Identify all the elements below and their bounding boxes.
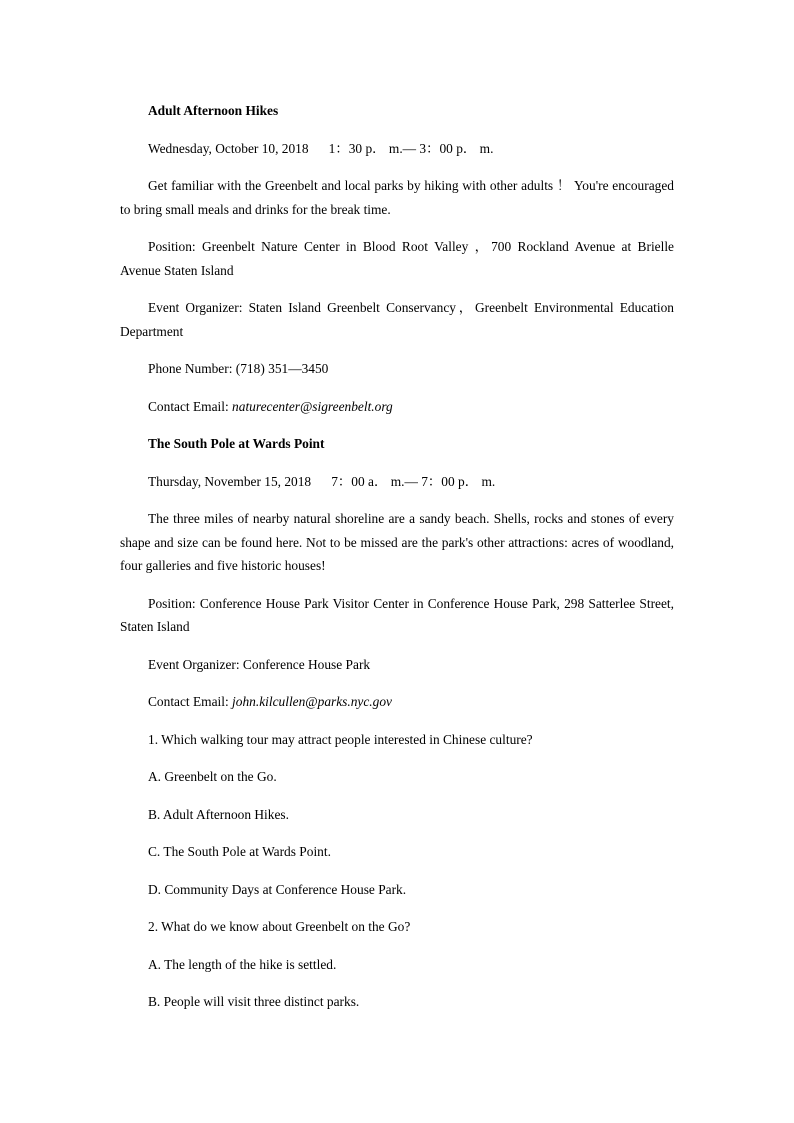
event2-datetime: Thursday, November 15, 2018 7：00 a． m.— 7：00 p． m. <box>148 473 496 489</box>
question-2-stem: 2. What do we know about Greenbelt on the Go? <box>148 919 411 934</box>
question-1-option-c: C. The South Pole at Wards Point. <box>148 844 331 859</box>
event2-description: The three miles of nearby natural shoreline are a sandy beach. Shells, rocks and stones of every shape and size can be found here. Not to be missed are the park's other attractions: acres of woodland, four galleries and five historic houses! <box>120 511 674 573</box>
question-1-option-b: B. Adult Afternoon Hikes. <box>148 806 289 822</box>
event2-email-label: Contact Email: <box>148 694 233 709</box>
event1-email: naturecenter@sigreenbelt.org <box>232 398 393 414</box>
event1-title: Adult Afternoon Hikes <box>148 103 279 118</box>
question-2-option-b: B. People will visit three distinct parks. <box>148 994 360 1009</box>
event2-email: john.kilcullen@parks.nyc.gov <box>232 694 392 709</box>
event1-position: Position: Greenbelt Nature Center in Blood Root Valley ，700 Rockland Avenue at Brielle Avenue Staten Island <box>120 239 674 278</box>
question-2-option-a: A. The length of the hike is settled. <box>148 956 337 972</box>
question-1-option-a: A. Greenbelt on the Go. <box>148 769 277 784</box>
event1-email-label: Contact Email: <box>148 398 233 414</box>
event1-organizer: Event Organizer: Staten Island Greenbelt Conservancy，Greenbelt Environmental Education Department <box>120 300 674 339</box>
event2-position: Position: Conference House Park Visitor Center in Conference House Park, 298 Satterlee Street, Staten Island <box>120 595 674 634</box>
event1-phone: Phone Number: (718) 351—3450 <box>148 361 329 376</box>
event1-description: Get familiar with the Greenbelt and local parks by hiking with other adults ！ You're encouraged to bring small meals and drinks for the break time. <box>120 178 674 217</box>
document-page <box>120 99 674 1028</box>
event2-contact <box>120 690 674 714</box>
question-1-option-d: D. Community Days at Conference House Park. <box>148 881 407 897</box>
event1-datetime: Wednesday, October 10, 2018 1：30 p． m.— 3：00 p． m. <box>148 140 494 156</box>
event1-contact <box>120 395 674 419</box>
question-1-stem: 1. Which walking tour may attract people interested in Chinese culture? <box>148 731 533 747</box>
event2-organizer: Event Organizer: Conference House Park <box>148 656 371 672</box>
event2-title: The South Pole at Wards Point <box>148 436 325 451</box>
